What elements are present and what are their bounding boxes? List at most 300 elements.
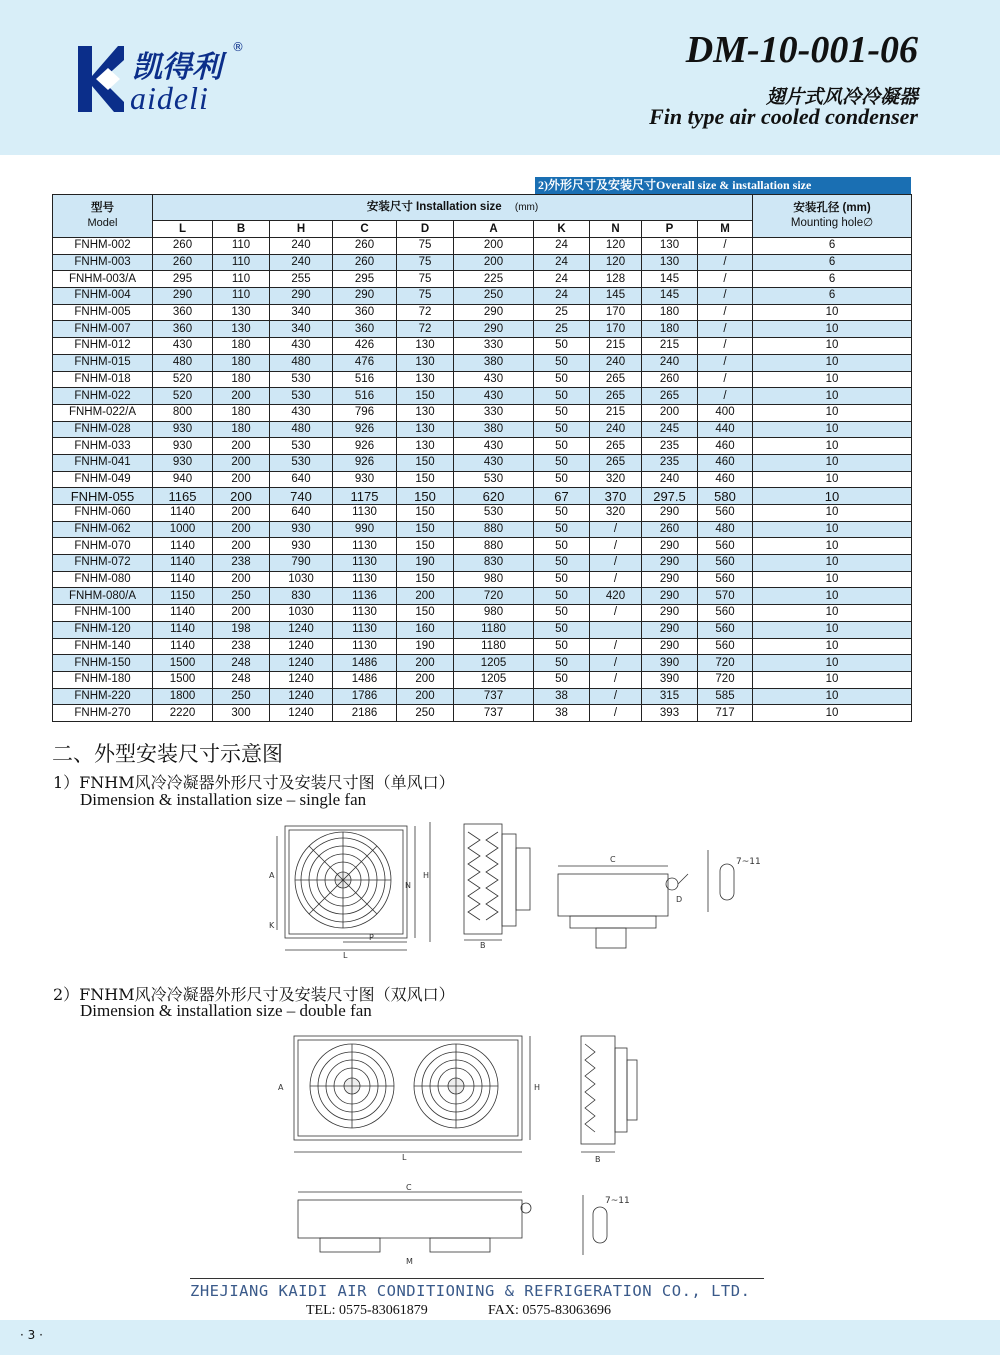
value-cell: 340 [270, 304, 333, 321]
value-cell: 10 [753, 338, 912, 355]
value-cell: 560 [698, 505, 753, 522]
column-header: D [397, 221, 454, 238]
value-cell: 290 [642, 638, 698, 655]
value-cell: 200 [397, 588, 454, 605]
value-cell: 10 [753, 421, 912, 438]
column-header: K [534, 221, 590, 238]
value-cell: 235 [642, 438, 698, 455]
value-cell: 130 [642, 238, 698, 255]
value-cell: 1205 [454, 671, 534, 688]
value-cell: 260 [153, 238, 213, 255]
value-cell: 2186 [333, 705, 397, 722]
value-cell: 370 [590, 488, 642, 505]
value-cell: 10 [753, 454, 912, 471]
value-cell: 476 [333, 354, 397, 371]
value-cell: 50 [534, 354, 590, 371]
single-fan-title-en: Dimension & installation size – single fan [80, 790, 367, 809]
dim-label-L: L [402, 1153, 407, 1160]
value-cell: 240 [642, 471, 698, 488]
value-cell: 260 [333, 238, 397, 255]
value-cell: 737 [454, 705, 534, 722]
value-cell: 393 [642, 705, 698, 722]
dim-label-P: P [369, 933, 374, 942]
value-cell: 560 [698, 621, 753, 638]
value-cell: 50 [534, 671, 590, 688]
value-cell: 67 [534, 488, 590, 505]
value-cell: 290 [642, 588, 698, 605]
spec-table-body [53, 238, 912, 722]
value-cell: 190 [397, 638, 454, 655]
value-cell: 2220 [153, 705, 213, 722]
value-cell: 200 [213, 438, 270, 455]
value-cell: 75 [397, 238, 454, 255]
value-cell: 250 [454, 288, 534, 305]
value-cell: 940 [153, 471, 213, 488]
value-cell: 460 [698, 471, 753, 488]
value-cell: 10 [753, 638, 912, 655]
value-cell: 830 [270, 588, 333, 605]
value-cell: 120 [590, 254, 642, 271]
value-cell: 520 [153, 388, 213, 405]
table-row [53, 371, 912, 388]
model-cell: FNHM-180 [53, 671, 153, 688]
value-cell: 1150 [153, 588, 213, 605]
value-cell: 130 [397, 371, 454, 388]
value-cell: 255 [270, 271, 333, 288]
value-cell: 200 [213, 521, 270, 538]
value-cell: 1180 [454, 621, 534, 638]
value-cell: 640 [270, 471, 333, 488]
model-cell: FNHM-003 [53, 254, 153, 271]
value-cell: 720 [698, 655, 753, 672]
dim-label-A: A [269, 871, 275, 880]
value-cell: 38 [534, 688, 590, 705]
value-cell: 50 [534, 404, 590, 421]
installation-size-header: 安装尺寸 Installation size (mm) [153, 195, 753, 221]
value-cell: 330 [454, 338, 534, 355]
value-cell: 10 [753, 655, 912, 672]
value-cell: 10 [753, 304, 912, 321]
model-cell: FNHM-018 [53, 371, 153, 388]
value-cell: / [698, 254, 753, 271]
value-cell: 128 [590, 271, 642, 288]
value-cell: 10 [753, 671, 912, 688]
value-cell: 50 [534, 454, 590, 471]
value-cell: 320 [590, 505, 642, 522]
value-cell: 290 [454, 304, 534, 321]
value-cell: 25 [534, 321, 590, 338]
value-cell: 200 [397, 688, 454, 705]
single-fan-top-view [550, 836, 690, 956]
value-cell: 238 [213, 638, 270, 655]
value-cell: 980 [454, 605, 534, 622]
model-cell: FNHM-022 [53, 388, 153, 405]
table-row [53, 655, 912, 672]
value-cell: 130 [397, 438, 454, 455]
value-cell: 25 [534, 304, 590, 321]
column-header: N [590, 221, 642, 238]
value-cell: 10 [753, 471, 912, 488]
value-cell: 180 [213, 421, 270, 438]
value-cell: 170 [590, 304, 642, 321]
value-cell: 720 [698, 671, 753, 688]
double-fan-side-view [575, 1030, 645, 1165]
value-cell: 180 [642, 304, 698, 321]
value-cell: 260 [153, 254, 213, 271]
value-cell: 796 [333, 404, 397, 421]
dim-label-D: D [676, 895, 683, 904]
value-cell: 430 [270, 404, 333, 421]
value-cell: 426 [333, 338, 397, 355]
value-cell: 110 [213, 238, 270, 255]
value-cell: 130 [397, 404, 454, 421]
page-number: · 3 · [20, 1328, 43, 1342]
dim-label-N: N [405, 881, 411, 890]
value-cell: 50 [534, 571, 590, 588]
value-cell: 1486 [333, 655, 397, 672]
dim-label-C: C [610, 855, 616, 864]
value-cell: 740 [270, 488, 333, 505]
table-row [53, 505, 912, 522]
value-cell: 430 [454, 438, 534, 455]
table-row [53, 254, 912, 271]
value-cell: 1000 [153, 521, 213, 538]
dim-label-H: H [534, 1083, 541, 1092]
value-cell: 1175 [333, 488, 397, 505]
value-cell: 10 [753, 571, 912, 588]
bottom-band [0, 1320, 1000, 1355]
value-cell: 6 [753, 271, 912, 288]
table-row [53, 688, 912, 705]
double-fan-front-view [272, 1030, 542, 1160]
value-cell: 1130 [333, 638, 397, 655]
value-cell: 200 [454, 254, 534, 271]
value-cell: 360 [333, 304, 397, 321]
value-cell: 265 [590, 388, 642, 405]
value-cell: 360 [153, 304, 213, 321]
value-cell: 290 [642, 555, 698, 572]
value-cell: 290 [333, 288, 397, 305]
column-header: B [213, 221, 270, 238]
value-cell: 400 [698, 404, 753, 421]
value-cell: 1180 [454, 638, 534, 655]
value-cell: 1500 [153, 655, 213, 672]
value-cell: 560 [698, 571, 753, 588]
value-cell: 530 [270, 371, 333, 388]
value-cell: 150 [397, 605, 454, 622]
value-cell: 926 [333, 438, 397, 455]
value-cell: 265 [642, 388, 698, 405]
value-cell: 530 [270, 438, 333, 455]
table-row [53, 521, 912, 538]
table-row [53, 388, 912, 405]
value-cell: 10 [753, 605, 912, 622]
value-cell: / [698, 321, 753, 338]
footer-tel: TEL: 0575-83061879 [306, 1303, 428, 1318]
value-cell: 390 [642, 655, 698, 672]
dim-label-H: H [423, 871, 430, 880]
value-cell: / [698, 304, 753, 321]
table-row [53, 621, 912, 638]
dim-label-M: M [406, 1257, 413, 1266]
dim-label-B: B [480, 941, 486, 948]
value-cell: 990 [333, 521, 397, 538]
single-fan-title-cn: 1）FNHM风冷冷凝器外形尺寸及安装尺寸图（单风口） [53, 773, 455, 792]
double-fan-top-view [290, 1180, 540, 1270]
value-cell: 50 [534, 421, 590, 438]
registered-mark: ® [232, 40, 244, 54]
value-cell: 560 [698, 638, 753, 655]
value-cell: 200 [213, 605, 270, 622]
kaideli-logo-icon [78, 46, 124, 112]
value-cell: 50 [534, 505, 590, 522]
value-cell: 1130 [333, 555, 397, 572]
value-cell: 880 [454, 538, 534, 555]
title-cn: 翅片式风冷冷凝器 [765, 86, 918, 108]
value-cell: 75 [397, 288, 454, 305]
table-row [53, 588, 912, 605]
value-cell: 720 [454, 588, 534, 605]
value-cell: 130 [397, 421, 454, 438]
dim-label-A: A [278, 1083, 284, 1092]
table-row [53, 238, 912, 255]
column-header: C [333, 221, 397, 238]
footer-fax: FAX: 0575-83063696 [488, 1303, 612, 1318]
value-cell: 200 [397, 671, 454, 688]
value-cell: 250 [213, 588, 270, 605]
value-cell: 150 [397, 538, 454, 555]
value-cell: 10 [753, 588, 912, 605]
model-cell: FNHM-055 [53, 488, 153, 505]
slot-label: 7~11 [605, 1196, 630, 1206]
value-cell: 50 [534, 655, 590, 672]
value-cell: 295 [333, 271, 397, 288]
value-cell: 24 [534, 254, 590, 271]
model-cell: FNHM-002 [53, 238, 153, 255]
value-cell: / [590, 688, 642, 705]
value-cell: 1240 [270, 638, 333, 655]
value-cell: 1140 [153, 538, 213, 555]
value-cell: 110 [213, 288, 270, 305]
value-cell: 297.5 [642, 488, 698, 505]
value-cell: / [698, 238, 753, 255]
document-code: DM-10-001-06 [685, 29, 918, 71]
single-fan-front-view [265, 818, 440, 958]
mounting-hole-header: 安装孔径 (mm) Mounting hole∅ [753, 195, 912, 238]
value-cell: 72 [397, 304, 454, 321]
value-cell: / [590, 521, 642, 538]
value-cell: 130 [213, 321, 270, 338]
table-row [53, 288, 912, 305]
value-cell: 480 [270, 421, 333, 438]
value-cell: 585 [698, 688, 753, 705]
value-cell: 10 [753, 438, 912, 455]
value-cell: 1130 [333, 571, 397, 588]
value-cell: 50 [534, 371, 590, 388]
table-row [53, 705, 912, 722]
value-cell: 240 [270, 254, 333, 271]
value-cell: 200 [213, 388, 270, 405]
value-cell: 6 [753, 254, 912, 271]
value-cell: 235 [642, 454, 698, 471]
value-cell: 265 [590, 438, 642, 455]
footer-divider [190, 1278, 764, 1279]
table-row [53, 321, 912, 338]
value-cell: 200 [213, 488, 270, 505]
value-cell: 460 [698, 438, 753, 455]
value-cell: 130 [642, 254, 698, 271]
value-cell: 145 [590, 288, 642, 305]
value-cell: 290 [642, 621, 698, 638]
value-cell: 360 [333, 321, 397, 338]
value-cell: 10 [753, 555, 912, 572]
value-cell: 110 [213, 254, 270, 271]
model-cell: FNHM-080/A [53, 588, 153, 605]
value-cell: 50 [534, 621, 590, 638]
value-cell: 180 [642, 321, 698, 338]
value-cell: 50 [534, 605, 590, 622]
value-cell: 560 [698, 555, 753, 572]
value-cell: 290 [642, 605, 698, 622]
value-cell: 190 [397, 555, 454, 572]
value-cell: 1800 [153, 688, 213, 705]
value-cell: 150 [397, 454, 454, 471]
model-cell: FNHM-041 [53, 454, 153, 471]
value-cell: 24 [534, 271, 590, 288]
value-cell: 640 [270, 505, 333, 522]
value-cell: 10 [753, 321, 912, 338]
table-row [53, 538, 912, 555]
value-cell: 265 [590, 454, 642, 471]
value-cell: 260 [642, 371, 698, 388]
value-cell: 238 [213, 555, 270, 572]
value-cell: 430 [454, 388, 534, 405]
value-cell: / [698, 388, 753, 405]
model-cell: FNHM-120 [53, 621, 153, 638]
single-fan-hole-detail [700, 836, 770, 926]
value-cell: 50 [534, 438, 590, 455]
value-cell: 800 [153, 404, 213, 421]
value-cell: 215 [590, 404, 642, 421]
value-cell: 38 [534, 705, 590, 722]
table-row [53, 571, 912, 588]
value-cell: 10 [753, 705, 912, 722]
value-cell: / [698, 271, 753, 288]
value-cell: 516 [333, 371, 397, 388]
value-cell: 1136 [333, 588, 397, 605]
dim-label-K: K [269, 921, 275, 930]
value-cell: 75 [397, 271, 454, 288]
model-cell: FNHM-080 [53, 571, 153, 588]
value-cell: 1130 [333, 621, 397, 638]
double-fan-hole-detail [575, 1185, 635, 1265]
value-cell: 1165 [153, 488, 213, 505]
value-cell: 150 [397, 388, 454, 405]
value-cell: 1030 [270, 605, 333, 622]
value-cell: 340 [270, 321, 333, 338]
value-cell: 1786 [333, 688, 397, 705]
value-cell: 10 [753, 621, 912, 638]
value-cell: 430 [454, 454, 534, 471]
value-cell: 50 [534, 338, 590, 355]
value-cell: 980 [454, 571, 534, 588]
value-cell: 245 [642, 421, 698, 438]
model-cell: FNHM-028 [53, 421, 153, 438]
value-cell: / [698, 354, 753, 371]
model-cell: FNHM-220 [53, 688, 153, 705]
value-cell: 717 [698, 705, 753, 722]
value-cell: 380 [454, 354, 534, 371]
model-cell: FNHM-015 [53, 354, 153, 371]
value-cell: 10 [753, 371, 912, 388]
value-cell: 150 [397, 505, 454, 522]
value-cell: 240 [270, 238, 333, 255]
footer-company: ZHEJIANG KAIDI AIR CONDITIONING & REFRIGERATION CO., LTD. [190, 1282, 751, 1300]
value-cell: 198 [213, 621, 270, 638]
value-cell: 315 [642, 688, 698, 705]
value-cell: 380 [454, 421, 534, 438]
value-cell: / [590, 638, 642, 655]
value-cell: 440 [698, 421, 753, 438]
value-cell: 6 [753, 288, 912, 305]
value-cell: 50 [534, 521, 590, 538]
table-row [53, 421, 912, 438]
value-cell: 530 [270, 454, 333, 471]
slot-label: 7~11 [736, 857, 761, 867]
model-cell: FNHM-070 [53, 538, 153, 555]
model-cell: FNHM-005 [53, 304, 153, 321]
value-cell: 620 [454, 488, 534, 505]
value-cell: 180 [213, 404, 270, 421]
value-cell: 930 [333, 471, 397, 488]
model-cell: FNHM-003/A [53, 271, 153, 288]
model-cell: FNHM-060 [53, 505, 153, 522]
column-header: M [698, 221, 753, 238]
value-cell: 180 [213, 371, 270, 388]
value-cell: 1240 [270, 671, 333, 688]
value-cell: 130 [397, 354, 454, 371]
value-cell: 790 [270, 555, 333, 572]
dim-label-L: L [343, 951, 348, 958]
value-cell: 930 [153, 438, 213, 455]
value-cell: 10 [753, 488, 912, 505]
value-cell [590, 621, 642, 638]
model-header: 型号 Model [53, 195, 153, 238]
value-cell: 248 [213, 655, 270, 672]
dim-label-B: B [595, 1155, 601, 1164]
value-cell: / [590, 671, 642, 688]
value-cell: 290 [270, 288, 333, 305]
single-fan-side-view [458, 818, 538, 948]
value-cell: 1130 [333, 505, 397, 522]
table-row [53, 488, 912, 505]
value-cell: 530 [270, 388, 333, 405]
value-cell: 10 [753, 688, 912, 705]
table-row [53, 638, 912, 655]
value-cell: 215 [590, 338, 642, 355]
value-cell: 1140 [153, 571, 213, 588]
value-cell: 250 [397, 705, 454, 722]
value-cell: / [590, 538, 642, 555]
column-header: L [153, 221, 213, 238]
value-cell: 215 [642, 338, 698, 355]
value-cell: 1140 [153, 638, 213, 655]
value-cell: 290 [642, 505, 698, 522]
value-cell: 420 [590, 588, 642, 605]
value-cell: 300 [213, 705, 270, 722]
model-cell: FNHM-270 [53, 705, 153, 722]
value-cell: 516 [333, 388, 397, 405]
